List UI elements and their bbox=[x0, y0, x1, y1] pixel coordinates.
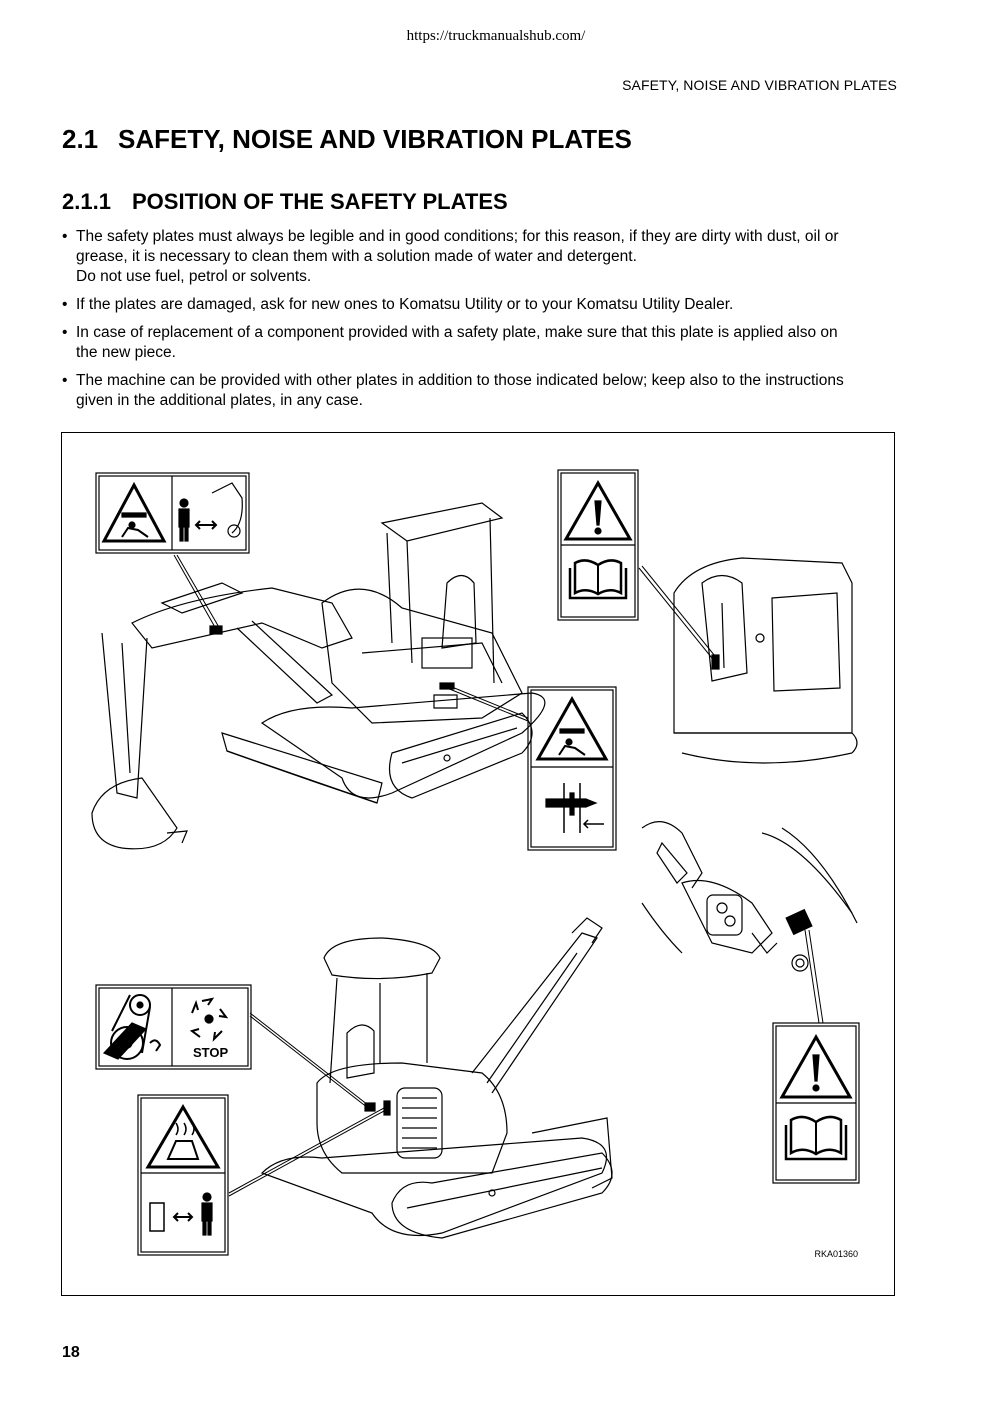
plate-hot-surface bbox=[138, 1095, 228, 1255]
excavator-rear-view bbox=[262, 918, 612, 1238]
bullet-line: • The safety plates must always be legible and in good conditions; for this reason, if they are dirty with dust, oil or bbox=[76, 228, 839, 245]
keep-distance-icon bbox=[150, 1193, 212, 1235]
crush-warning-icon bbox=[104, 485, 164, 541]
exclamation-warning-icon bbox=[566, 483, 630, 539]
plate-fan-belt bbox=[96, 985, 251, 1069]
figure-code: RKA01360 bbox=[814, 1249, 858, 1259]
leader-lines bbox=[174, 555, 823, 1196]
belt-entanglement-icon bbox=[104, 995, 160, 1059]
keep-distance-icon bbox=[179, 483, 242, 541]
running-header: SAFETY, NOISE AND VIBRATION PLATES bbox=[622, 77, 897, 93]
read-manual-icon bbox=[786, 1117, 846, 1159]
section-number: 2.1 bbox=[62, 124, 99, 154]
list-item bbox=[62, 295, 898, 315]
figure-drawing bbox=[62, 433, 894, 1295]
bullet-line: given in the additional plates, in any case. bbox=[76, 392, 363, 409]
bullet-list bbox=[62, 227, 898, 419]
lock-pin-icon bbox=[546, 783, 604, 833]
safety-plates-figure bbox=[61, 432, 895, 1296]
plate-manual-read-cab bbox=[558, 470, 638, 620]
source-url: https://truckmanualshub.com/ bbox=[406, 28, 586, 44]
crush-warning-icon bbox=[538, 699, 606, 759]
subsection-title: POSITION OF THE SAFETY PLATES bbox=[132, 189, 508, 214]
list-item bbox=[62, 371, 898, 411]
bullet-line: • In case of replacement of a component provided with a safety plate, make sure that this plate is applied also on bbox=[76, 324, 838, 341]
subsection-number: 2.1.1 bbox=[62, 189, 111, 214]
cab-rear-view bbox=[674, 558, 857, 763]
read-manual-icon bbox=[570, 560, 626, 598]
control-lever-detail bbox=[642, 822, 857, 971]
excavator-front-view bbox=[92, 503, 545, 849]
section-heading bbox=[62, 124, 632, 155]
bullet-line: • The machine can be provided with other plates in addition to those indicated below; keep also to the instructions bbox=[76, 372, 844, 389]
bullet-line: the new piece. bbox=[76, 344, 176, 361]
list-item bbox=[62, 323, 898, 363]
subsection-heading bbox=[62, 189, 508, 215]
section-title: SAFETY, NOISE AND VIBRATION PLATES bbox=[118, 124, 632, 154]
plate-arm-crush bbox=[96, 473, 249, 553]
bullet-line: grease, it is necessary to clean them with a solution made of water and detergent. bbox=[76, 248, 637, 265]
exclamation-warning-icon bbox=[782, 1037, 850, 1097]
bullet-line: Do not use fuel, petrol or solvents. bbox=[76, 268, 312, 285]
bullet-line: • If the plates are damaged, ask for new ones to Komatsu Utility or to your Komatsu Utility Dealer. bbox=[76, 296, 734, 313]
rotating-fan-stop-icon bbox=[192, 999, 226, 1039]
stop-label: STOP bbox=[193, 1045, 229, 1060]
list-item bbox=[62, 227, 898, 287]
page-number: 18 bbox=[62, 1344, 80, 1361]
hot-surface-warning-icon bbox=[148, 1107, 218, 1167]
plate-manual-read-controls bbox=[773, 1023, 859, 1183]
